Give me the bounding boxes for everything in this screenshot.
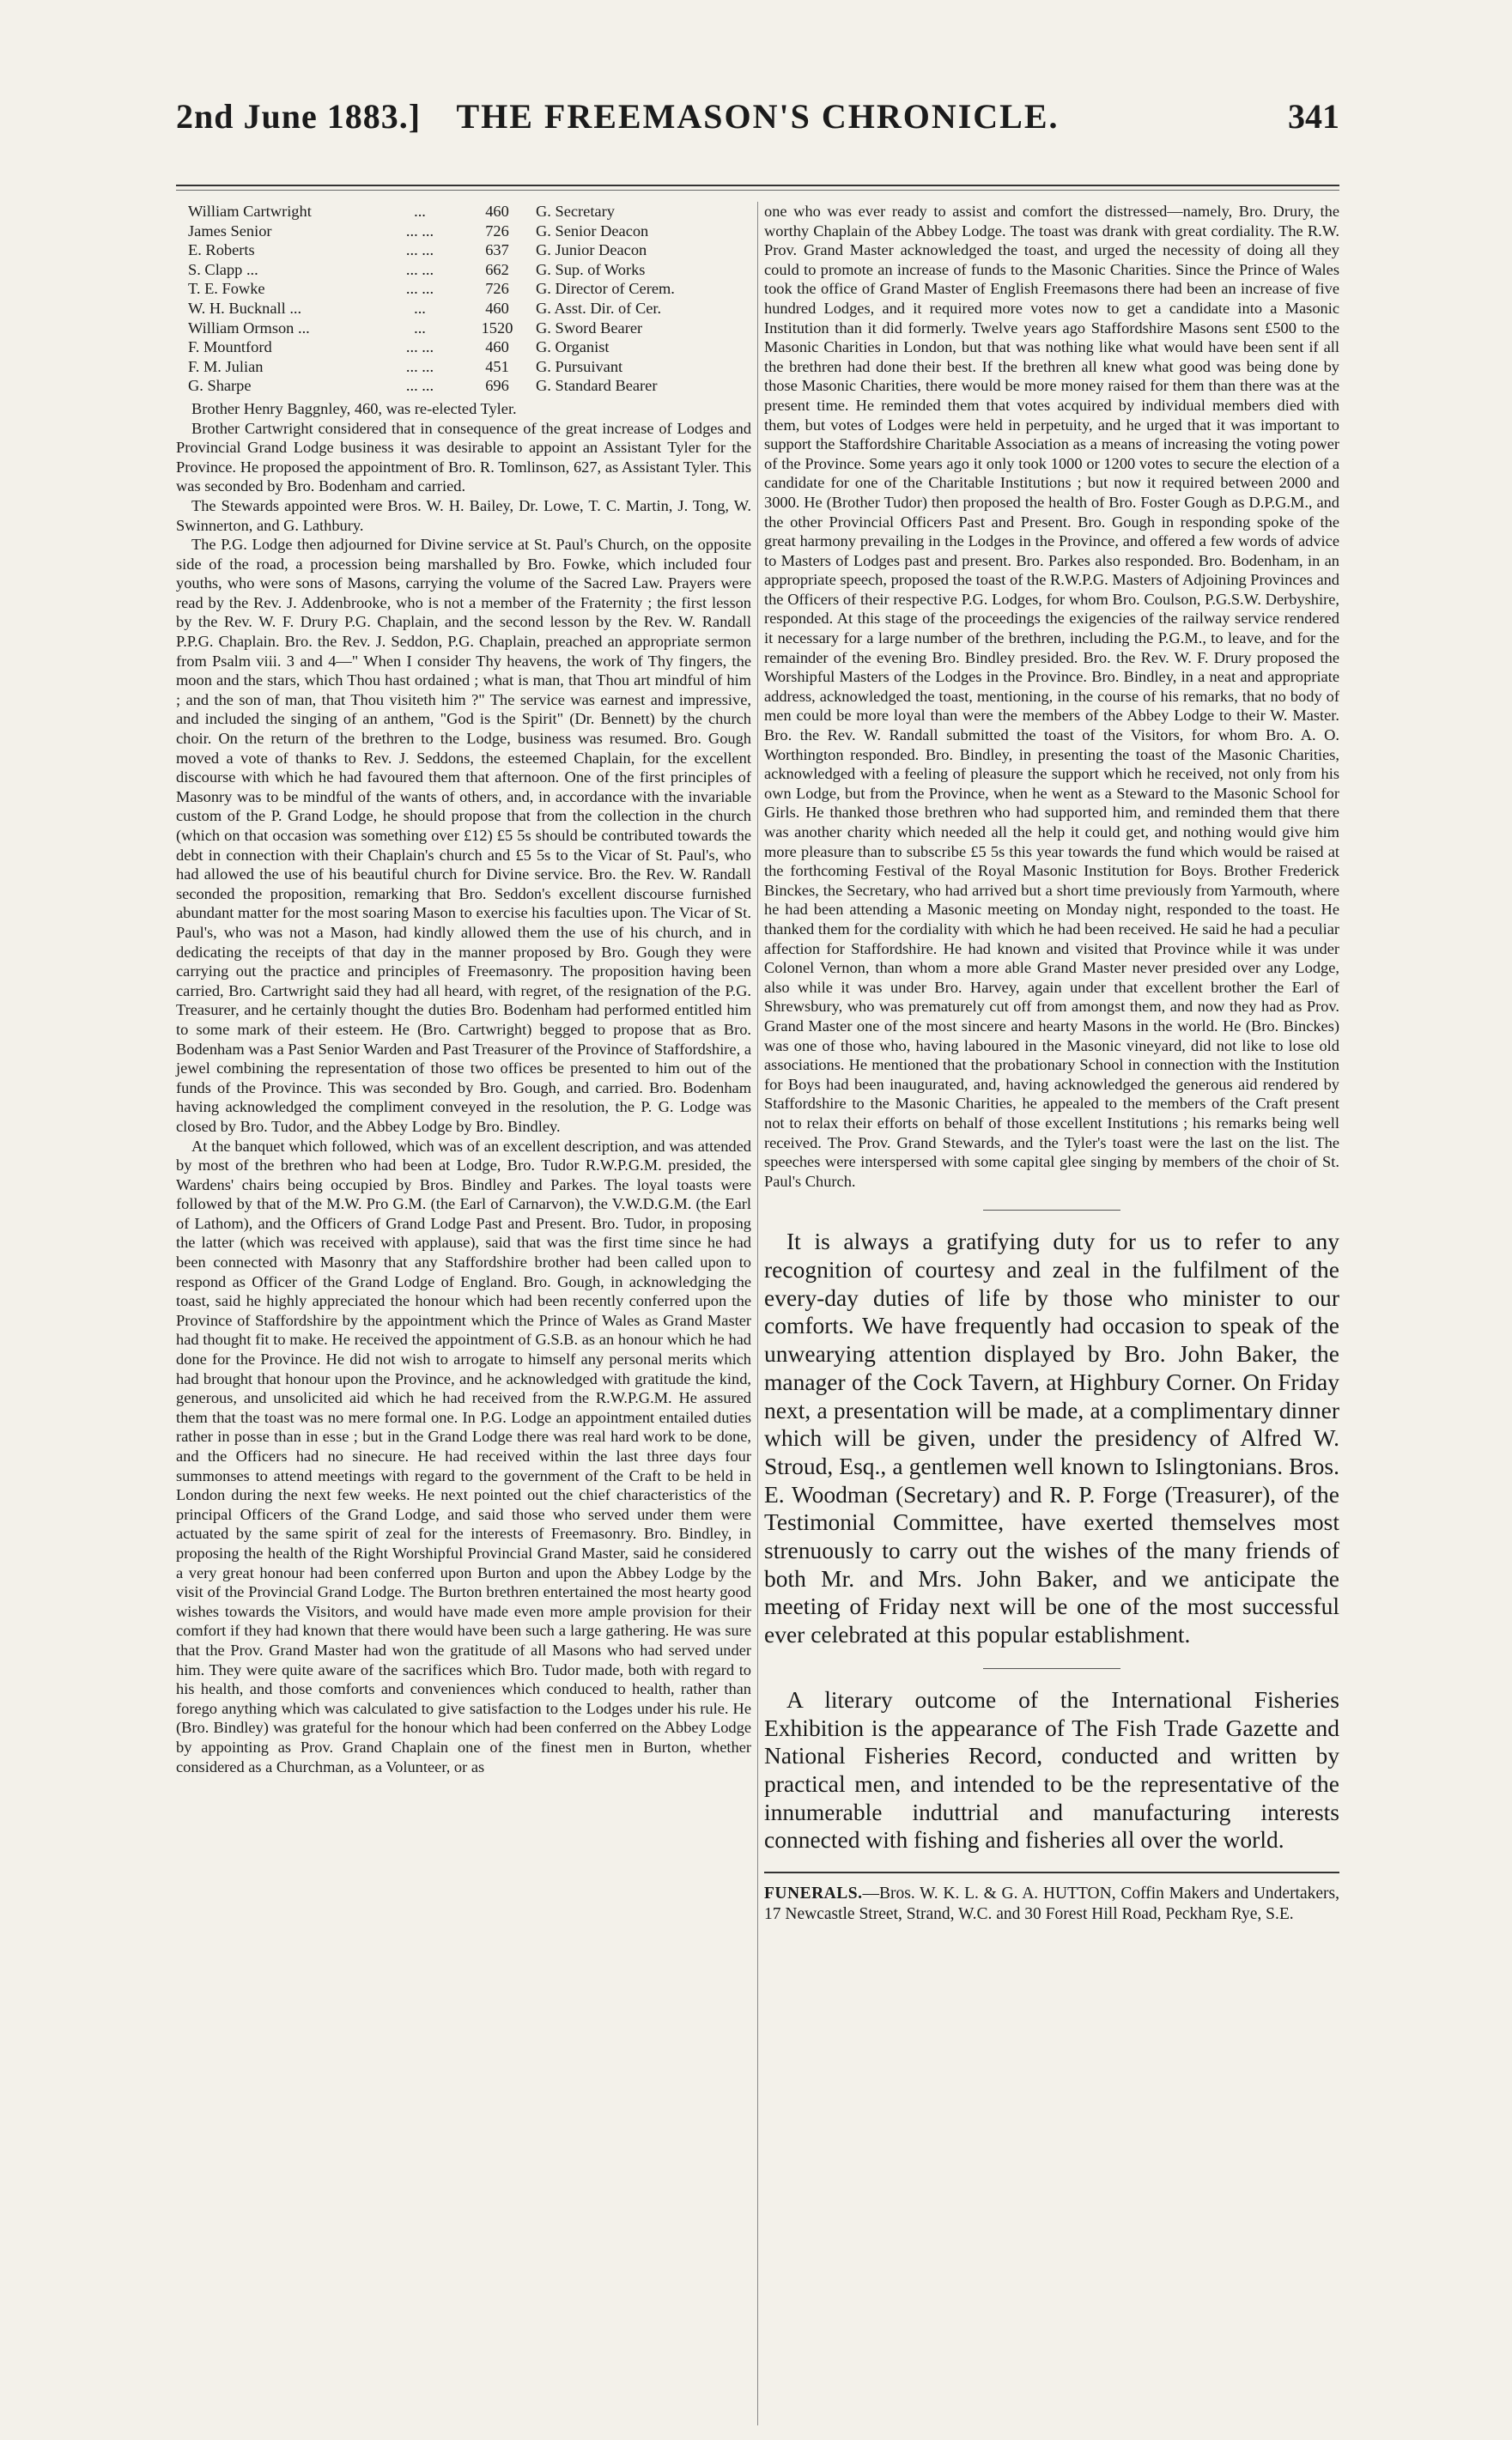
publication-title: THE FREEMASON'S CHRONICLE. <box>456 97 1060 136</box>
issue-date: 2nd June 1883.] <box>176 97 422 136</box>
editorial-paragraph: It is always a gratifying duty for us to refer to any recognition of courtesy and zeal in the fulfilment of the every-day duties of life by those who minister to our comforts. We have frequently had occasion to speak of the unwearying attention displayed by Bro. John Baker, the manager of the Cock Tavern, at Highbury Corner. On Friday next, a presentation will be made, at a complimentary dinner which will be given, under the presidency of Alfred W. Stroud, Esq., a gentlemen well known to Islingtonians. Bros. E. Woodman (Secretary) and R. P. Forge (Treasurer), of the Testimonial Committee, have exerted themselves most strenuously to carry out the wishes of the many friends of both Mr. and Mrs. John Baker, and we anticipate the meeting of Friday next will be one of the most successful ever celebrated at this popular establishment. <box>764 1228 1339 1648</box>
article-paragraph: The P.G. Lodge then adjourned for Divine service at St. Paul's Church, on the opposite side of the road, a procession being marshalled by Bro. Fowke, which included four youths, who were sons of Masons, carrying the volume of the Sacred Law. Prayers were read by the Rev. J. Addenbrooke, who is not a member of the Fraternity ; the first lesson by the Rev. W. F. Drury P.G. Chaplain, and the second lesson by the Rev. W. Randall P.P.G. Chaplain. Bro. the Rev. J. Seddon, P.G. Chaplain, preached an appropriate sermon from Psalm viii. 3 and 4—" When I consider Thy heavens, the work of Thy fingers, the moon and the stars, which Thou hast ordained ; what is man, that Thou art mindful of him ; and the son of man, that Thou visiteth him ?" The service was earnest and impressive, and included the singing of an anthem, "God is the Spirit" (Dr. Bennett) by the church choir. On the return of the brethren to the Lodge, business was resumed. Bro. Gough moved a vote of thanks to Rev. J. Seddons, the esteemed Chaplain, for the excellent discourse with which he had favoured them that afternoon. One of the first principles of Masonry was to be mindful of the wants of others, and, in accordance with the invariable custom of the P. Grand Lodge, he should propose that from the collection in the church (which on that occasion was something over £12) £5 5s should be contributed towards the debt in connection with their Chaplain's church and £5 5s to the Vicar of St. Paul's, who had allowed the use of his beautiful church for Divine service. Bro. the Rev. W. Randall seconded the proposition, remarking that Bro. Seddon's excellent discourse furnished abundant matter for the most soaring Mason to exercise his faculties upon. The Vicar of St. Paul's, who was not a Mason, had kindly allowed them the use of his church, and in dedicating the receipts of that day in the manner proposed by Bro. Gough they were carrying out the practice and principles of Freemasonry. The proposition having been carried, Bro. Cartwright said they had all heard, with regret, of the resignation of the P.G. Treasurer, and he certainly thought the duties Bro. Bodenham had performed entitled him to some mark of their esteem. He (Bro. Cartwright) begged to propose that as Bro. Bodenham was a Past Senior Warden and Past Treasurer of the Province of Staffordshire, a jewel combining the representation of those two offices be presented to him out of the funds of the Province. This was seconded by Bro. Gough, and carried. Bro. Bodenham having acknowledged the compliment conveyed in the resolution, the P. G. Lodge was closed by Bro. Tudor, and the Abbey Lodge by Bro. Bindley. <box>176 536 751 1135</box>
page-number: 341 <box>1288 97 1339 136</box>
section-divider <box>983 1668 1120 1669</box>
officer-row: S. Clapp ... ... ... 662 G. Sup. of Works <box>188 260 646 278</box>
officer-row: James Senior ... ... 726 G. Senior Deacon <box>188 222 649 240</box>
officer-row: William Cartwright ... 460 G. Secretary <box>188 203 615 220</box>
article-paragraph: one who was ever ready to assist and comfort the distressed—namely, Bro. Drury, the worthy Chaplain of the Abbey Lodge. The toast was drank with great cordiality. The R.W. Prov. Grand Master acknowledged the toast, and urged the necessity of doing all they could to promote an increase of funds to the Masonic Charities. Since the Prince of Wales took the office of Grand Master of English Freemasons there had been an increase of five hundred Lodges, and it required more votes now to get a candidate into a Masonic Institution than it did formerly. Twelve years ago Staffordshire Masons sent £500 to the Masonic Charities in London, but that was nothing like what would have been sent if all the brethren had done their best. If the brethren all knew what good was being done by those Masonic Charities, there would be more money raised for them than there was at the present time. He reminded them that votes acquired by individual members died with them, but votes of Lodges were held in perpetuity, and he urged that it was important to support the Staffordshire Charitable Association as a means of increasing the voting power of the Province. Some years ago it only took 1000 or 1200 votes to secure the election of a candidate for one of the Charitable Institutions ; but now it required between 2000 and 3000. He (Brother Tudor) then proposed the health of Bro. Foster Gough as D.P.G.M., and the other Provincial Officers Past and Present. Bro. Gough in responding spoke of the great harmony prevailing in the Lodges in the Province, and offered a few words of advice to Masters of Lodges past and present. Bro. Parkes also responded. Bro. Bodenham, in an appropriate speech, proposed the toast of the R.W.P.G. Masters of Adjoining Provinces and the Officers of their respective P.G. Lodges, for whom Bro. Coulson, P.G.S.W. Derbyshire, responded. At this stage of the proceedings the exigencies of the railway service rendered it necessary for a large number of the brethren, including the P.G.M., to leave, and for the remainder of the evening Bro. Bindley presided. Bro. the Rev. W. F. Drury proposed the Worshipful Masters of the Lodges in the Province. Bro. Bindley, in a neat and appropriate address, acknowledged the toast, mentioning, in the course of his remarks, that no body of men could be more loyal than were the members of the Abbey Lodge to their W. Master. Bro. the Rev. W. Randall submitted the toast of the Visitors, for whom Bro. A. O. Worthington responded. Bro. Bindley, in presenting the toast of the Masonic Charities, acknowledged with a feeling of pleasure the support which he received, not only from his own Lodge, but from the Province, when he went as a Steward to the Masonic School for Girls. He thanked those brethren who had supported him, and reminded them that there was another charity which needed all the help it could get, and nothing would give him more pleasure than to subscribe £5 5s this year towards the fund which would be raised at the forthcoming Festival of the Royal Masonic Institution for Boys. Brother Frederick Binckes, the Secretary, who had arrived but a short time previously from Yarmouth, where he had been attending a Masonic meeting on Monday night, responded to the toast. He thanked them for the cordiality with which he had been received. He said he had a peculiar affection for Staffordshire. He had known and visited that Province while it was under Colonel Vernon, than whom a more able Grand Master never presided over any Lodge, also while it was under Bro. Harvey, again under that excellent brother the Earl of Shrewsbury, who was prematurely cut off from amongst them, and now they had as Prov. Grand Master one of the most sincere and hearty Masons in the world. He (Bro. Binckes) was one of those who, having laboured in the Masonic vineyard, did not like to lose old associations. He mentioned that the probationary School in connection with the Institution for Boys had been inaugurated, and, having acknowledged the generous aid rendered by Staffordshire to the Masonic Charities, he appealed to the members of the Craft present not to relax their efforts on behalf of those excellent Institutions ; his remarks being well received. The Prov. Grand Stewards, and the Tyler's toast were the last on the list. The speeches were interspersed with some capital glee singing by members of the choir of St. Paul's Church. <box>764 203 1339 1190</box>
officer-row: T. E. Fowke ... ... 726 G. Director of Cerem. <box>188 280 675 298</box>
right-column <box>764 202 1339 1925</box>
page-header <box>176 96 1339 156</box>
left-column <box>176 202 751 1776</box>
officers-table <box>188 202 675 396</box>
officer-row: E. Roberts ... ... 637 G. Junior Deacon <box>188 241 647 259</box>
officer-row: William Ormson ... ... 1520 G. Sword Bearer <box>188 319 643 337</box>
article-paragraph: Brother Cartwright considered that in consequence of the great increase of Lodges and Provincial Grand Lodge business it was desirable to appoint an Assistant Tyler for the Province. He proposed the appointment of Bro. R. Tomlinson, 627, as Assistant Tyler. This was seconded by Bro. Bodenham and carried. <box>176 419 751 495</box>
officer-row: F. M. Julian ... ... 451 G. Pursuivant <box>188 357 623 375</box>
editorial-paragraph: A literary outcome of the International Fisheries Exhibition is the appearance of The Fish Trade Gazette and National Fisheries Record, conducted and written by practical men, and intended to be the representative of the innumerable induttrial and manufacturing interests connected with fishing and fisheries all over the world. <box>764 1685 1339 1854</box>
funerals-text: —Bros. W. K. L. & G. A. HUTTON, Coffin Makers and Undertakers, 17 Newcastle Street, Strand, W.C. and 30 Forest Hill Road, Peckham Rye, S.E. <box>764 1885 1339 1924</box>
officer-row: F. Mountford ... ... 460 G. Organist <box>188 338 610 356</box>
article-paragraph: The Stewards appointed were Bros. W. H. Bailey, Dr. Lowe, T. C. Martin, J. Tong, W. Swinnerton, and G. Lathbury. <box>176 496 751 534</box>
funerals-heading: FUNERALS. <box>764 1885 863 1903</box>
article-paragraph: Brother Henry Baggnley, 460, was re-elected Tyler. <box>191 399 517 417</box>
funerals-advert <box>764 1884 1339 1925</box>
officer-row: G. Sharpe ... ... 696 G. Standard Bearer <box>188 377 658 395</box>
article-paragraph: At the banquet which followed, which was of an excellent description, and was attended by most of the brethren who had been at Lodge, Bro. Tudor R.W.P.G.M. presided, the Wardens' chairs being occupied by Bros. Bindley and Parkes. The loyal toasts were followed by that of the M.W. Pro G.M. (the Earl of Carnarvon), the V.W.D.G.M. (the Earl of Lathom), and the Officers of Grand Lodge Past and Present. Bro. Tudor, in proposing the latter (which was received with applause), said that was the first time since he had been connected with Masonry that any Staffordshire brother had been called upon to respond as Officer of the Grand Lodge of England. Bro. Gough, in acknowledging the toast, said he highly appreciated the honour which had been recently conferred upon the Province of Staffordshire by the appointment which the Prince of Wales as Grand Master had thought fit to make. He received the appointment of G.S.B. as an honour which he had done for the Province. He did not wish to arrogate to himself any personal merits which had brought that honour upon the Province, and he acknowledged with gratitude the kind, generous, and unsolicited aid which he had received from the R.W.P.G.M. He assured them that the toast was no mere formal one. In P.G. Lodge an appointment entailed duties rather in posse than in esse ; but in the Grand Lodge there was real hard work to be done, and the Officers had no sinecure. He had received within the last three days four summonses to attend meetings with regard to the government of the Craft to be held in London during the next few weeks. He next pointed out the chief characteristics of the principal Officers of the Grand Lodge, and said those who served under them were actuated by the same spirit of zeal for the interests of Freemasonry. Bro. Bindley, in proposing the health of the Right Worshipful Provincial Grand Master, said he considered a very great honour had been conferred upon Burton and upon the Abbey Lodge by the visit of the Provincial Grand Lodge. The Burton brethren entertained the most hearty good wishes towards the Visitors, and would have made even more ample provision for their comfort if they had known that there would have been such a large gathering. He was sure that the Prov. Grand Master had won the gratitude of all Masons who had served under him. They were quite aware of the sacrifices which Bro. Tudor made, both with regard to his health, and those comforts and conveniences which conduced to health, rather than forego anything which was calculated to give satisfaction to the Lodges under his rule. He (Bro. Bindley) was grateful for the honour which had been conferred on the Abbey Lodge by appointing as Prov. Grand Chaplain one of the finest men in Burton, whether considered as a Churchman, as a Volunteer, or as <box>176 1137 751 1775</box>
section-divider <box>983 1210 1120 1211</box>
column-divider <box>757 202 758 2425</box>
editorial-section <box>764 1228 1339 1854</box>
advert-divider <box>764 1872 1339 1873</box>
header-rule <box>176 185 1339 191</box>
officer-row: W. H. Bucknall ... ... 460 G. Asst. Dir. of Cer. <box>188 299 662 317</box>
